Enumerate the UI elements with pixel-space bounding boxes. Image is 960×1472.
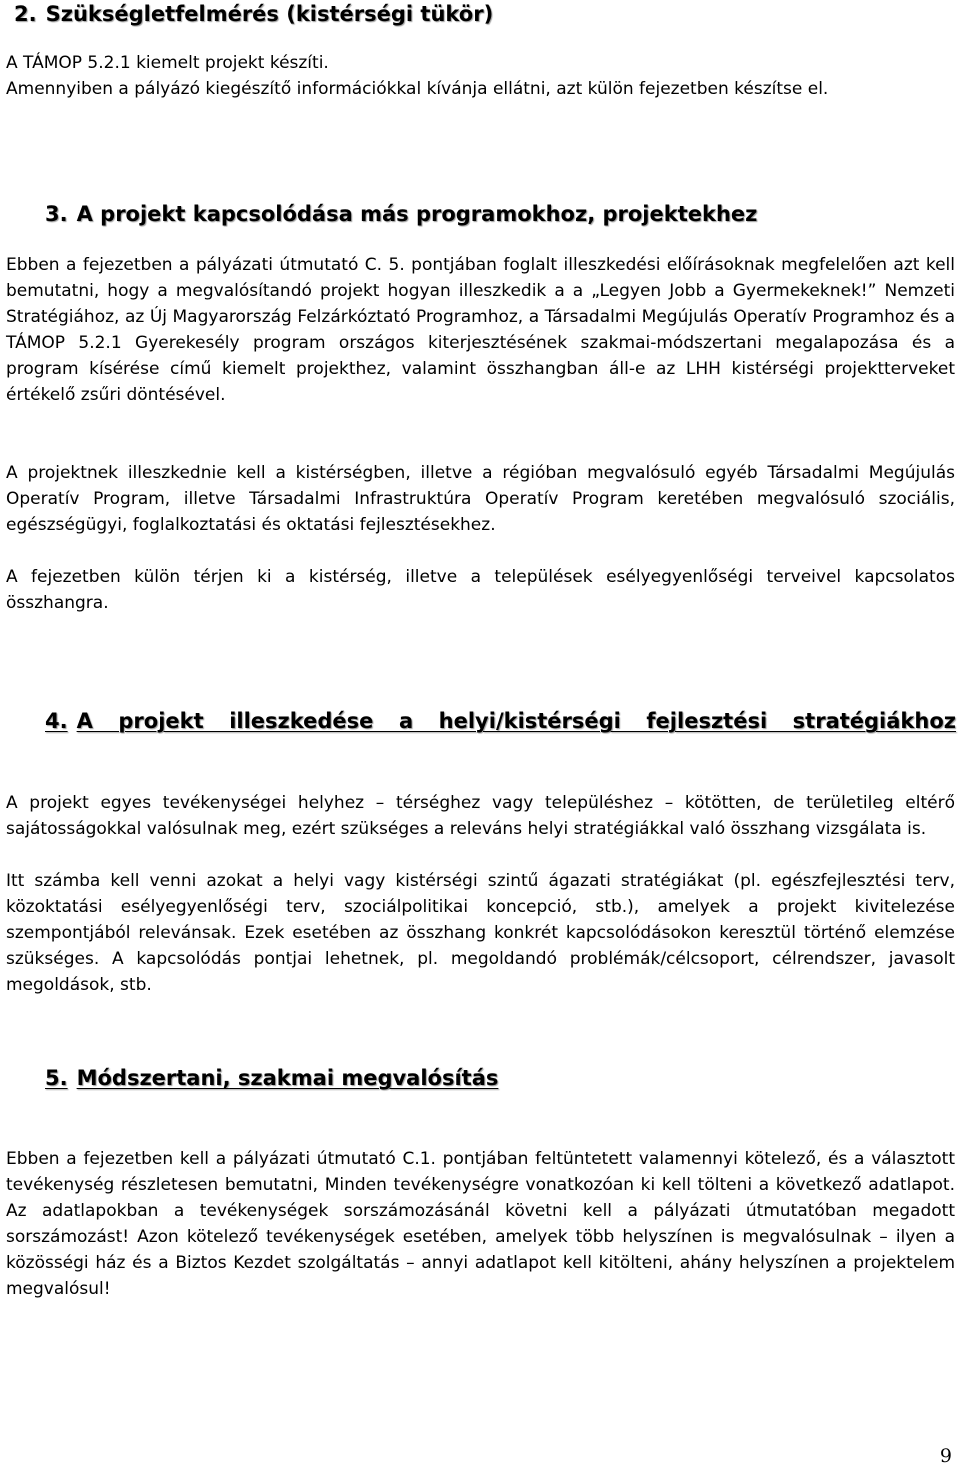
section-3-paragraph-1: Ebben a fejezetben a pályázati útmutató C. 5. pontjában foglalt illeszkedési előírásoknak megfelelően azt kell bemutatni, hogy a megvalósítandó projekt hogyan illeszkedik a a „Legyen Jobb a Gyermekeknek!” Nemzeti Stratégiához, az Új Magyarország Felzárkóztató Programhoz, a Társadalmi Megújulás Operatív Programhoz és a TÁMOP 5.2.1 Gyerekesély program országos kiterjesztésének szakmai-módszertani megalapozása és a program kísérése című kiemelt projekthez, valamint összhangban áll-e az LHH kistérségi projektterveket értékelő zsűri döntésével. xyxy=(6,255,955,405)
section-5-heading xyxy=(45,1063,498,1093)
section-3-number: 3. xyxy=(45,202,68,226)
section-4-title: A projekt illeszkedése a helyi/kistérségi fejlesztési stratégiákhoz xyxy=(76,709,956,733)
section-5-number: 5. xyxy=(45,1066,68,1090)
section-3-heading xyxy=(45,199,757,229)
section-4-number: 4. xyxy=(45,709,68,733)
section-3-title: A projekt kapcsolódása más programokhoz, projektekhez xyxy=(76,202,758,226)
page-number: 9 xyxy=(939,1445,952,1467)
section-3-paragraph-2: A projektnek illeszkednie kell a kistérségben, illetve a régióban megvalósuló egyéb Társadalmi Megújulás Operatív Program, illetve Társadalmi Infrastruktúra Operatív Program keretében megvalósuló szociális, egészségügyi, foglalkoztatási és oktatási fejlesztésekhez. xyxy=(6,463,955,535)
section-4-paragraph-1: A projekt egyes tevékenységei helyhez – térséghez vagy településhez – kötötten, de területileg eltérő sajátosságokkal valósulnak meg, ezért szükséges a releváns helyi stratégiákkal való összhang vizsgálata is. xyxy=(6,793,955,839)
section-2-number: 2. xyxy=(14,2,37,26)
section-5-title: Módszertani, szakmai megvalósítás xyxy=(76,1066,499,1090)
section-2-heading xyxy=(14,0,493,29)
section-5-paragraph: Ebben a fejezetben kell a pályázati útmutató C.1. pontjában feltüntetett valamennyi kötelező, és a választott tevékenység részletesen bemutatni, Minden tevékenységre vonatkozóan ki kell tölteni a következő adatlapot. Az adatlapokban a tevékenységek sorszámozásánál követni kell a pályázati útmutatóban megadott sorszámozást! Azon kötelező tevékenységek esetében, amelyek több helyszínen is megvalósulnak – ilyen a közösségi ház és a Biztos Kezdet szolgáltatás – annyi adatlapot kell kitölteni, ahány helyszínen a projektelem megvalósul! xyxy=(6,1149,955,1299)
section-3-paragraph-3: A fejezetben külön térjen ki a kistérség, illetve a települések esélyegyenlőségi terveivel kapcsolatos összhangra. xyxy=(6,567,955,613)
section-4-heading xyxy=(45,706,956,736)
section-4-paragraph-2: Itt számba kell venni azokat a helyi vagy kistérségi szintű ágazati stratégiákat (pl. egészfejlesztési terv, közoktatási esélyegyenlőségi terv, szociálpolitikai koncepció, stb.), amelyek a projekt kivitelezése szempontjából relevánsak. Ezek esetében az összhang konkrét kapcsolódásokon keresztül történő elemzése szükséges. A kapcsolódás pontjai lehetnek, pl. megoldandó problémák/célcsoport, célrendszer, javasolt megoldások, stb. xyxy=(6,871,955,995)
section-2-title: Szükségletfelmérés (kistérségi tükör) xyxy=(45,2,494,26)
section-2-paragraph: A TÁMOP 5.2.1 kiemelt projekt készíti. Amennyiben a pályázó kiegészítő információkkal kívánja ellátni, azt külön fejezetben készítse el. xyxy=(6,53,829,99)
